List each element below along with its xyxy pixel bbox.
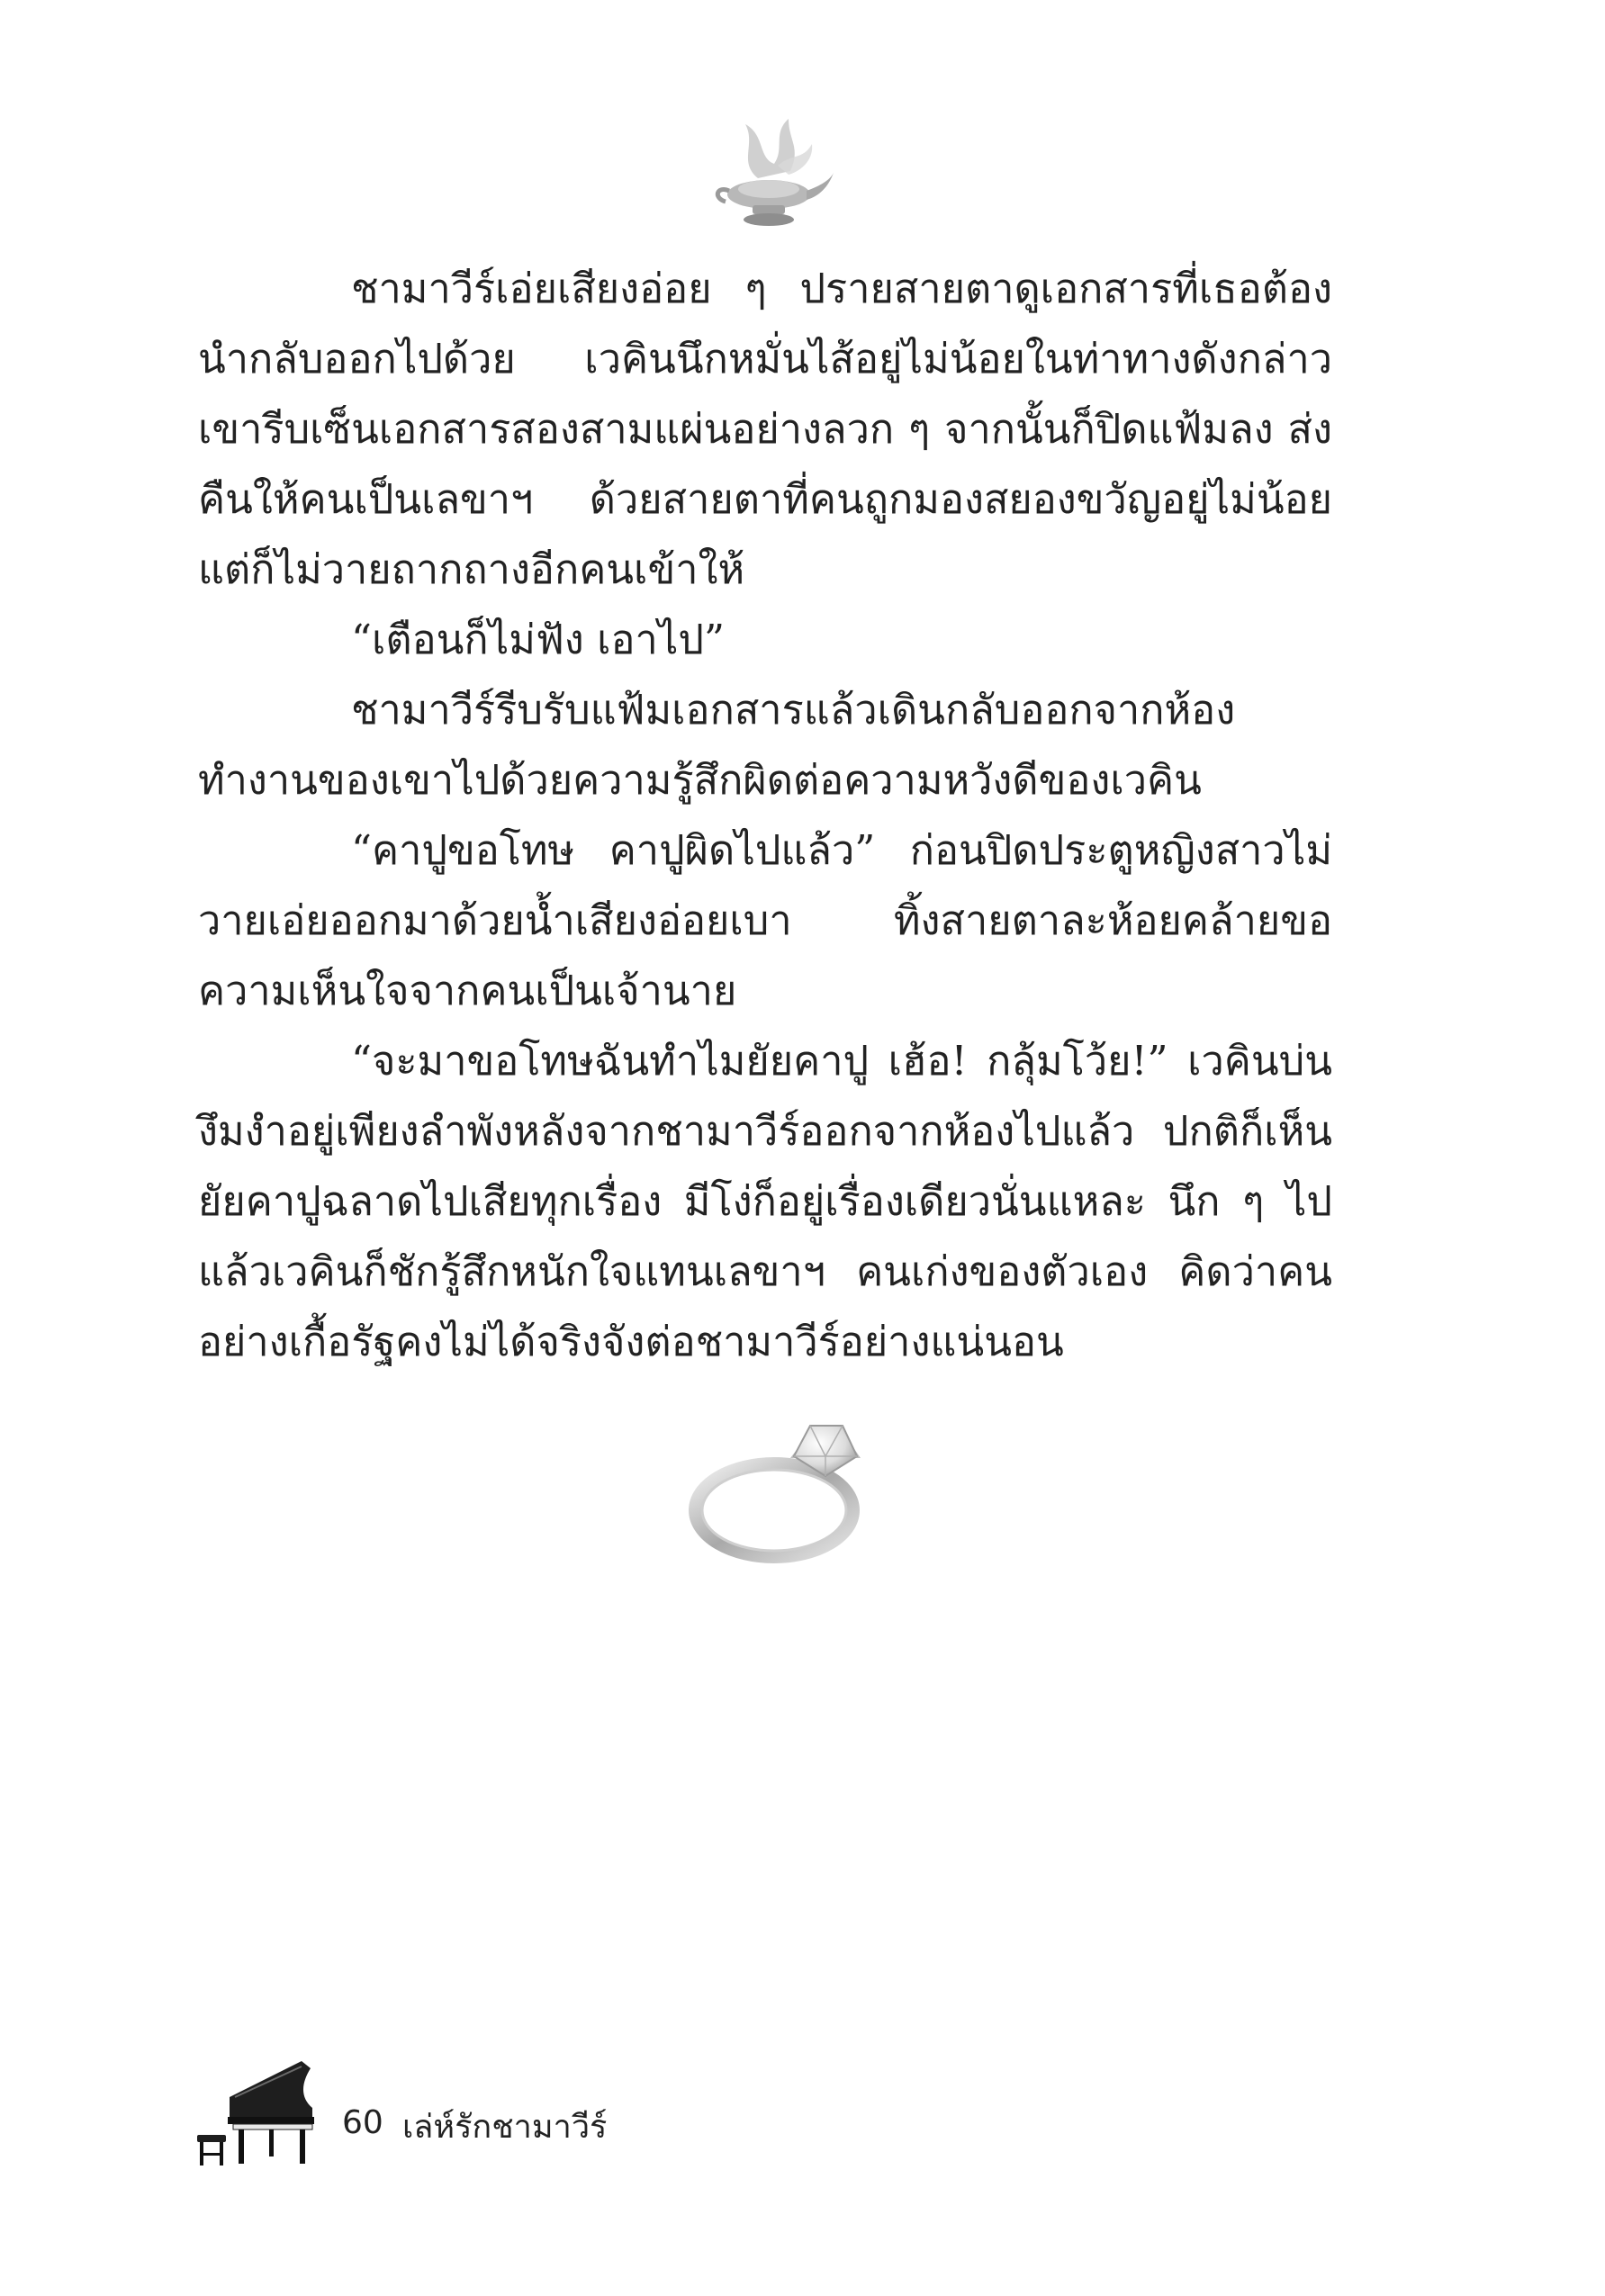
page-number: 60 (342, 2104, 383, 2141)
grand-piano-icon (194, 2052, 320, 2169)
diamond-ring-icon (684, 1413, 878, 1575)
paragraph: “จะมาขอโทษฉันทำไมยัยคาปู เฮ้อ! กลุ้มโว้ย!” เวคินบ่นงึมงำอยู่เพียงลำพังหลังจากชามาวีร์ออกจากห้องไปแล้ว ปกติก็เห็นยัยคาปูฉลาดไปเสียทุกเรื่อง มีโง่ก็อยู่เรื่องเดียวนั่นแหละ นึก ๆ ไปแล้วเวคินก็ชักรู้สึกหนักใจแทนเลขาฯ คนเก่งของตัวเอง คิดว่าคนอย่างเกื้อรัฐคงไม่ได้จริงจังต่อชามาวีร์อย่างแน่นอน (198, 1037, 1332, 1365)
paragraph: “คาปูขอโทษ คาปูผิดไปแล้ว” ก่อนปิดประตูหญิงสาวไม่วายเอ่ยออกมาด้วยน้ำเสียงอ่อยเบา ทิ้งสายตาละห้อยคล้ายขอความเห็นใจจากคนเป็นเจ้านาย (198, 826, 1332, 1014)
paragraph: ชามาวีร์รีบรับแฟ้มเอกสารแล้วเดินกลับออกจากห้องทำงานของเขาไปด้วยความรู้สึกผิดต่อความหวังดีของเวคิน (198, 686, 1236, 804)
book-title: เล่ห์รักชามาวีร์ (402, 2109, 608, 2146)
page-footer (194, 2052, 824, 2169)
paragraph: ชามาวีร์เอ่ยเสียงอ่อย ๆ ปรายสายตาดูเอกสารที่เธอต้องนำกลับออกไปด้วย เวคินนึกหมั่นไส้อยู่ไม่น้อยในท่าทางดังกล่าว เขารีบเซ็นเอกสารสองสามแผ่นอย่างลวก ๆ จากนั้นก็ปิดแฟ้มลง ส่งคืนให้คนเป็นเลขาฯ ด้วยสายตาที่คนถูกมองสยองขวัญอยู่ไม่น้อย แต่ก็ไม่วายถากถางอีกคนเข้าให้ (198, 265, 1332, 593)
body-text (198, 254, 1332, 1377)
paragraph: “เตือนก็ไม่ฟัง เอาไป” (351, 616, 725, 663)
magic-lamp-icon (702, 108, 837, 234)
